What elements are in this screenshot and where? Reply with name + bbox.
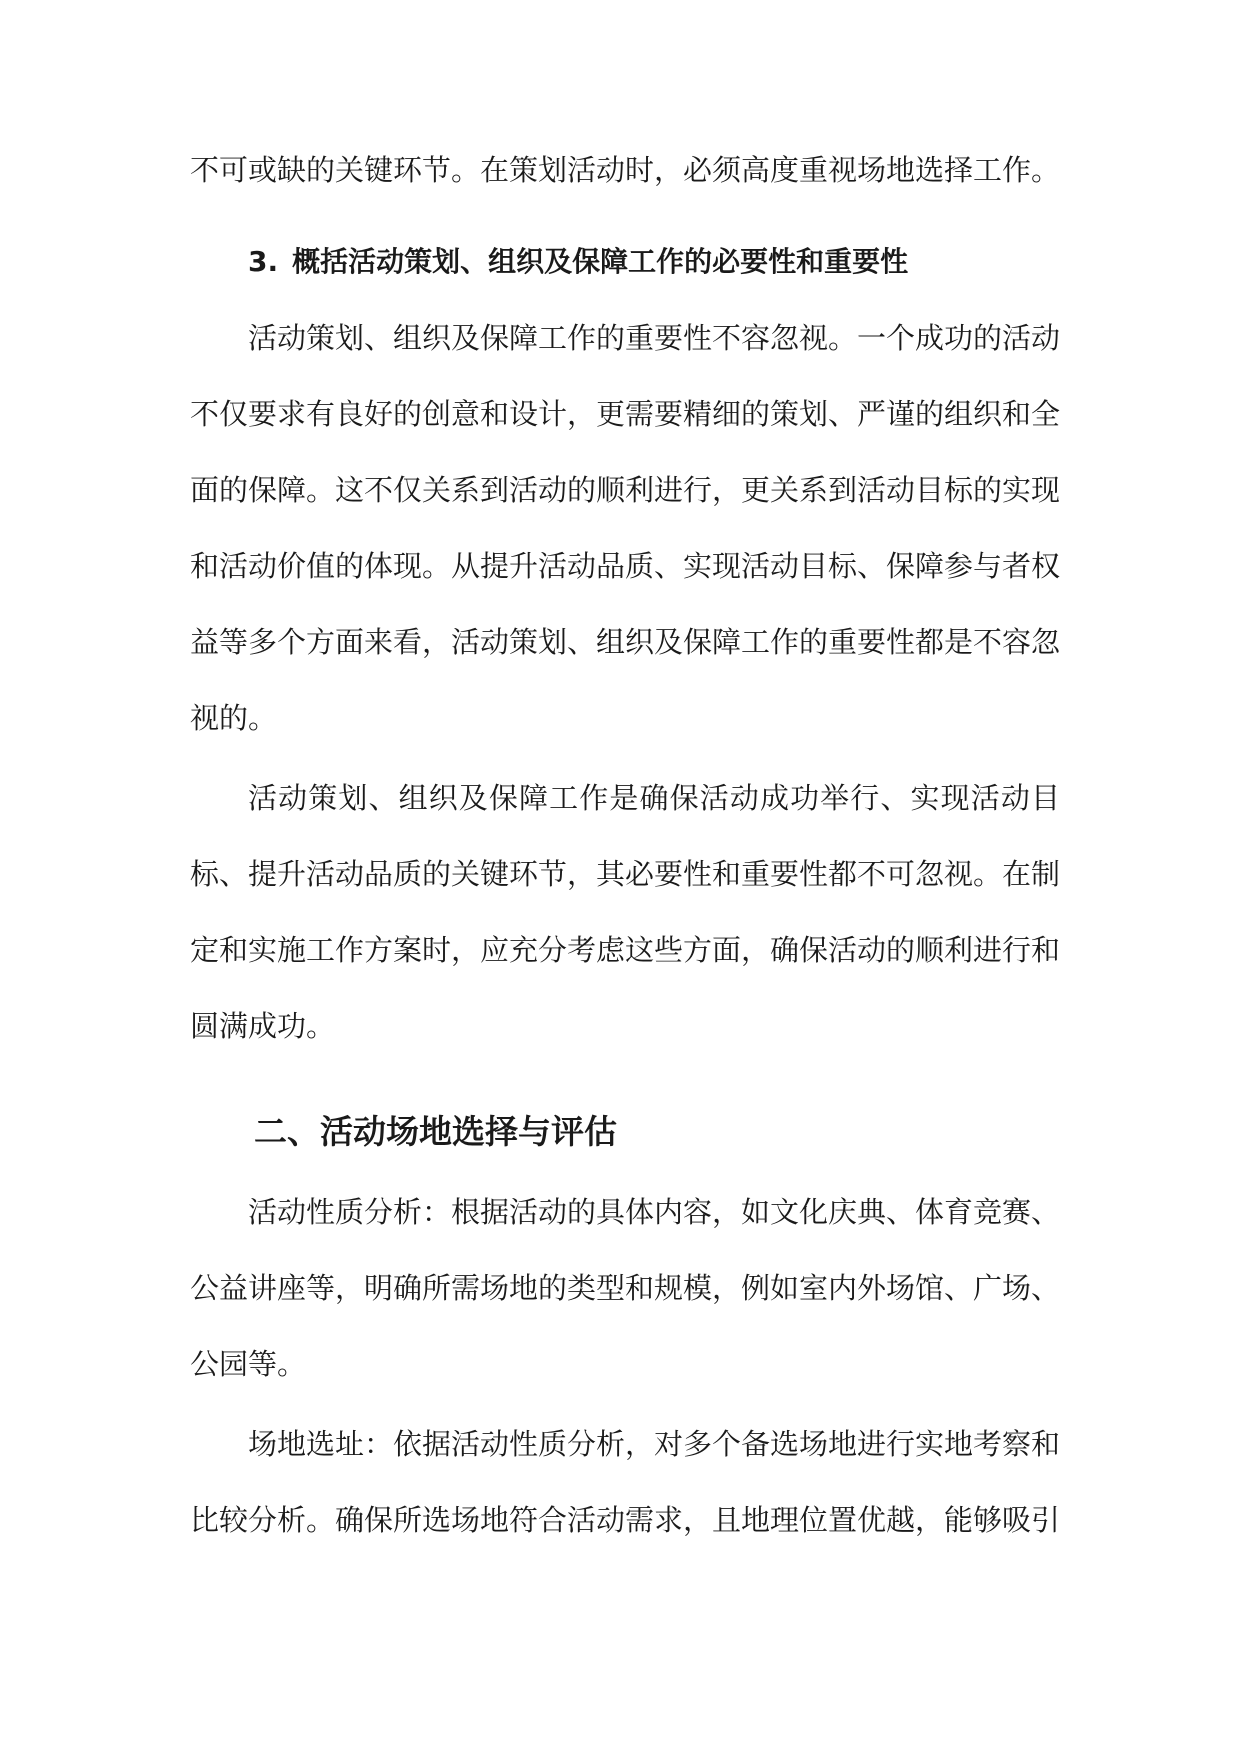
subheading-number: 3.: [248, 245, 279, 278]
subheading-title: 概括活动策划、组织及保障工作的必要性和重要性: [292, 245, 909, 278]
paragraph-importance: 活动策划、组织及保障工作的重要性不容忽视。一个成功的活动不仅要求有良好的创意和设计，更需要精细的策划、严谨的组织和全面的保障。这不仅关系到活动的顺利进行，更关系到活动目标的实现和活动价值的体现。从提升活动品质、实现活动目标、保障参与者权益等多个方面来看，活动策划、组织及保障工作的重要性都是不容忽视的。: [190, 321, 1061, 735]
subheading-3: [190, 224, 1060, 300]
section-heading: 二、活动场地选择与评估: [254, 1112, 617, 1151]
paragraph-activity-nature: 活动性质分析：根据活动的具体内容，如文化庆典、体育竞赛、公益讲座等，明确所需场地的类型和规模，例如室内外场馆、广场、公园等。: [190, 1195, 1061, 1381]
paragraph-site-selection: 场地选址：依据活动性质分析，对多个备选场地进行实地考察和比较分析。确保所选场地符合活动需求，且地理位置优越，能够吸引: [190, 1427, 1061, 1537]
continued-paragraph: 不可或缺的关键环节。在策划活动时，必须高度重视场地选择工作。: [190, 153, 1061, 187]
document-body: [190, 132, 1060, 1558]
paragraph-necessity: 活动策划、组织及保障工作是确保活动成功举行、实现活动目标、提升活动品质的关键环节，其必要性和重要性都不可忽视。在制定和实施工作方案时，应充分考虑这些方面，确保活动的顺利进行和圆满成功。: [190, 781, 1061, 1043]
